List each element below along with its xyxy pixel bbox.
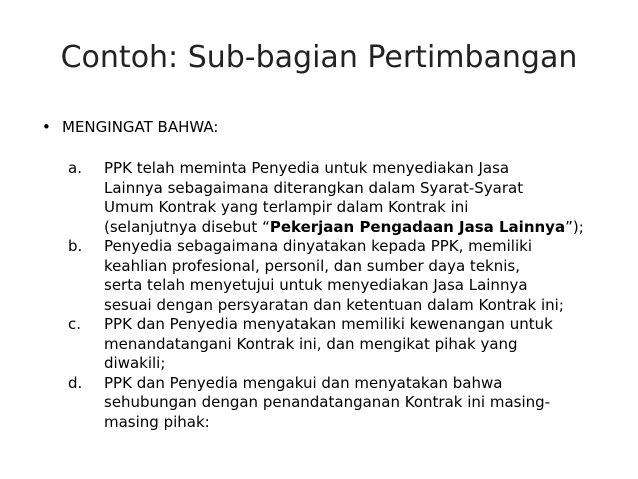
bullet-heading-text: MENGINGAT BAHWA: [62,118,219,136]
text-line: sehubungan dengan penandatanganan Kontrak ini masing- [104,393,551,411]
bold-term: Pekerjaan Pengadaan Jasa Lainnya [269,217,566,236]
list-item-text [104,374,624,433]
list-item-d [68,374,624,433]
text-line [104,218,624,238]
text-line: menandatangani Kontrak ini, dan mengikat pihak yang [104,334,518,353]
text-segment: ”); [565,217,584,236]
list-marker: d. [68,373,83,392]
list-item-c [68,315,624,374]
list-marker: c. [68,315,82,333]
text-line: PPK dan Penyedia mengakui dan menyatakan bahwa [104,373,503,392]
text-line: sesuai dengan persyaratan dan ketentuan dalam Kontrak ini; [104,295,564,314]
list-marker: a. [68,159,82,177]
text-line: PPK dan Penyedia menyatakan memiliki kewenangan untuk [104,315,553,333]
slide-title: Contoh: Sub-bagian Pertimbangan [60,40,578,75]
text-line: serta telah menyetujui untuk menyediakan Jasa Lainnya [104,276,528,294]
text-line: diwakili; [104,354,166,372]
list-item-text [104,315,624,374]
text-line: PPK telah meminta Penyedia untuk menyediakan Jasa [104,159,510,177]
text-line: Umum Kontrak yang terlampir dalam Kontrak ini [104,198,469,216]
text-segment: (selanjutnya disebut “ [104,217,270,236]
bullet-icon: • [42,118,51,136]
list-marker: b. [68,237,83,255]
list-item-b [68,237,624,315]
text-line: masing pihak: [104,412,210,431]
text-line: Lainnya sebagaimana diterangkan dalam Syarat-Syarat [104,178,524,197]
list-item-a [68,159,624,237]
text-line: keahlian profesional, personil, dan sumber daya teknis, [104,256,520,275]
text-line: Penyedia sebagaimana dinyatakan kepada PPK, memiliki [104,237,532,255]
list-item-text [104,159,624,237]
bullet-heading [42,117,218,137]
list-item-text [104,237,624,315]
consideration-list [68,159,624,432]
